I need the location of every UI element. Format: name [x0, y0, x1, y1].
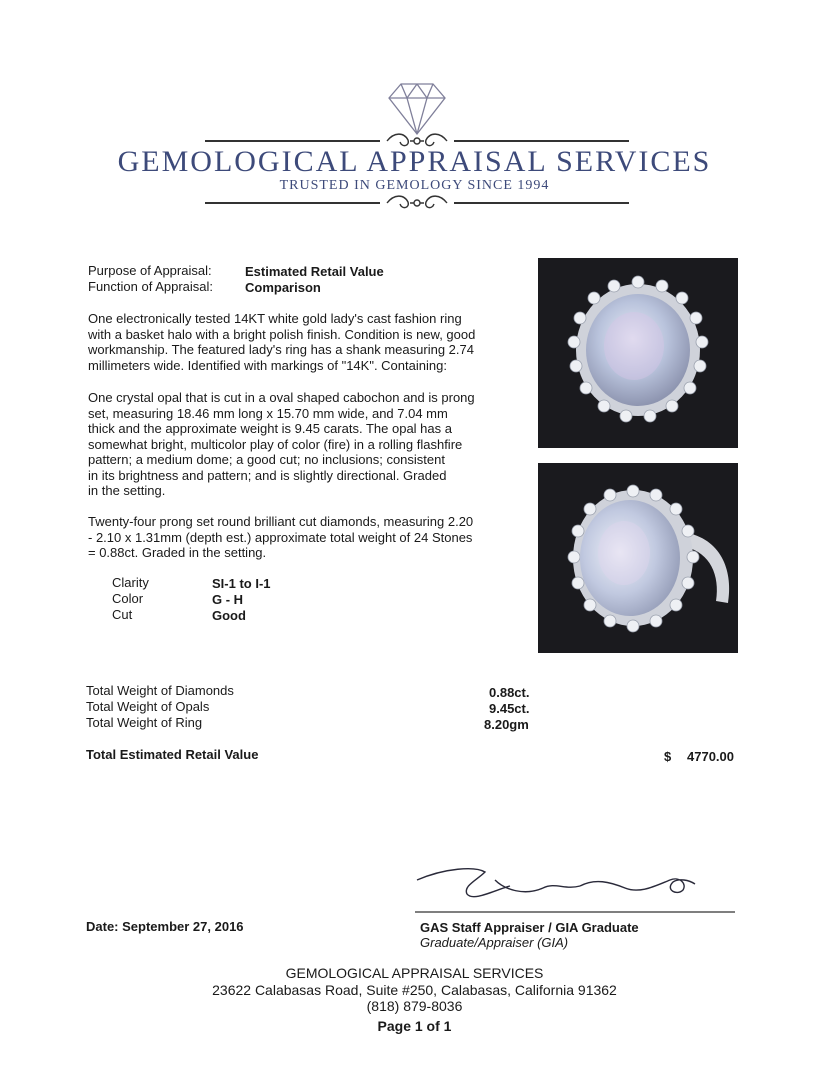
function-value: Comparison — [245, 280, 321, 295]
header-top-rule — [205, 140, 380, 142]
header-top-rule-right — [454, 140, 629, 142]
flourish-ornament-bottom-icon — [382, 192, 452, 214]
ring-description-line: with a basket halo with a bright polish finish. Condition is new, good — [88, 326, 476, 342]
opal-description-line: set, measuring 18.46 mm long x 15.70 mm wide, and 7.04 mm — [88, 405, 448, 421]
total-value-diamonds: 0.88ct. — [489, 685, 530, 700]
grade-label-cut: Cut — [112, 607, 133, 622]
grade-label-color: Color — [112, 591, 144, 606]
company-tagline: TRUSTED IN GEMOLOGY SINCE 1994 — [279, 178, 550, 193]
page-number: Page 1 of 1 — [377, 1018, 452, 1034]
header-bottom-rule-right — [454, 202, 629, 204]
grade-label-clarity: Clarity — [112, 575, 149, 590]
grade-value-cut: Good — [212, 608, 246, 623]
grade-value-color: G - H — [212, 592, 244, 607]
footer-phone: (818) 879-8036 — [366, 998, 463, 1014]
company-name: GEMOLOGICAL APPRAISAL SERVICES — [117, 145, 712, 178]
grade-value-clarity: SI-1 to I-1 — [212, 576, 271, 591]
appraiser-title: GAS Staff Appraiser / GIA Graduate — [420, 920, 639, 935]
total-label-diamonds: Total Weight of Diamonds — [86, 683, 234, 698]
ring-description-line: One electronically tested 14KT white gold lady's cast fashion ring — [88, 311, 462, 326]
diamond-description-line: - 2.10 x 1.31mm (depth est.) approximate total weight of 24 Stones — [88, 529, 473, 545]
appraiser-signature — [415, 860, 735, 915]
diamond-description — [88, 514, 508, 561]
total-label-opals: Total Weight of Opals — [86, 699, 210, 714]
total-label-ring: Total Weight of Ring — [86, 715, 203, 730]
opal-description-line: thick and the approximate weight is 9.45 carats. The opal has a — [88, 421, 452, 436]
purpose-value: Estimated Retail Value — [245, 264, 384, 279]
opal-description-line: pattern; a medium dome; a good cut; no inclusions; consistent — [88, 452, 445, 467]
purpose-label: Purpose of Appraisal: — [88, 263, 212, 278]
opal-description-line: in the setting. — [88, 483, 166, 498]
total-value-opals: 9.45ct. — [489, 701, 530, 716]
diamond-description-line: = 0.88ct. Graded in the setting. — [88, 545, 267, 560]
ring-photo-side — [538, 463, 738, 653]
ring-description-line: workmanship. The featured lady's ring has a shank measuring 2.74 — [88, 342, 474, 357]
estimate-amount: 4770.00 — [687, 749, 734, 764]
footer-company: GEMOLOGICAL APPRAISAL SERVICES — [285, 965, 544, 981]
appraiser-subtitle: Graduate/Appraiser (GIA) — [420, 935, 569, 950]
diamond-description-line: Twenty-four prong set round brilliant cut diamonds, measuring 2.20 — [88, 514, 474, 529]
estimate-currency: $ — [664, 749, 672, 764]
opal-description-line: somewhat bright, multicolor play of color (fire) in a rolling flashfire — [88, 436, 463, 452]
opal-description-line: One crystal opal that is cut in a oval shaped cabochon and is prong — [88, 390, 475, 405]
function-label: Function of Appraisal: — [88, 279, 214, 294]
appraisal-date: Date: September 27, 2016 — [86, 919, 244, 934]
footer-address: 23622 Calabasas Road, Suite #250, Calabasas, California 91362 — [212, 982, 617, 998]
ring-photo-top — [538, 258, 738, 448]
estimate-label: Total Estimated Retail Value — [86, 747, 259, 762]
total-value-ring: 8.20gm — [484, 717, 529, 732]
header-bottom-rule — [205, 202, 380, 204]
ring-description — [88, 311, 508, 373]
opal-description-line: in its brightness and pattern; and is slightly directional. Graded — [88, 467, 447, 483]
ring-description-line: millimeters wide. Identified with markings of "14K". Containing: — [88, 357, 447, 373]
opal-description — [88, 390, 508, 499]
